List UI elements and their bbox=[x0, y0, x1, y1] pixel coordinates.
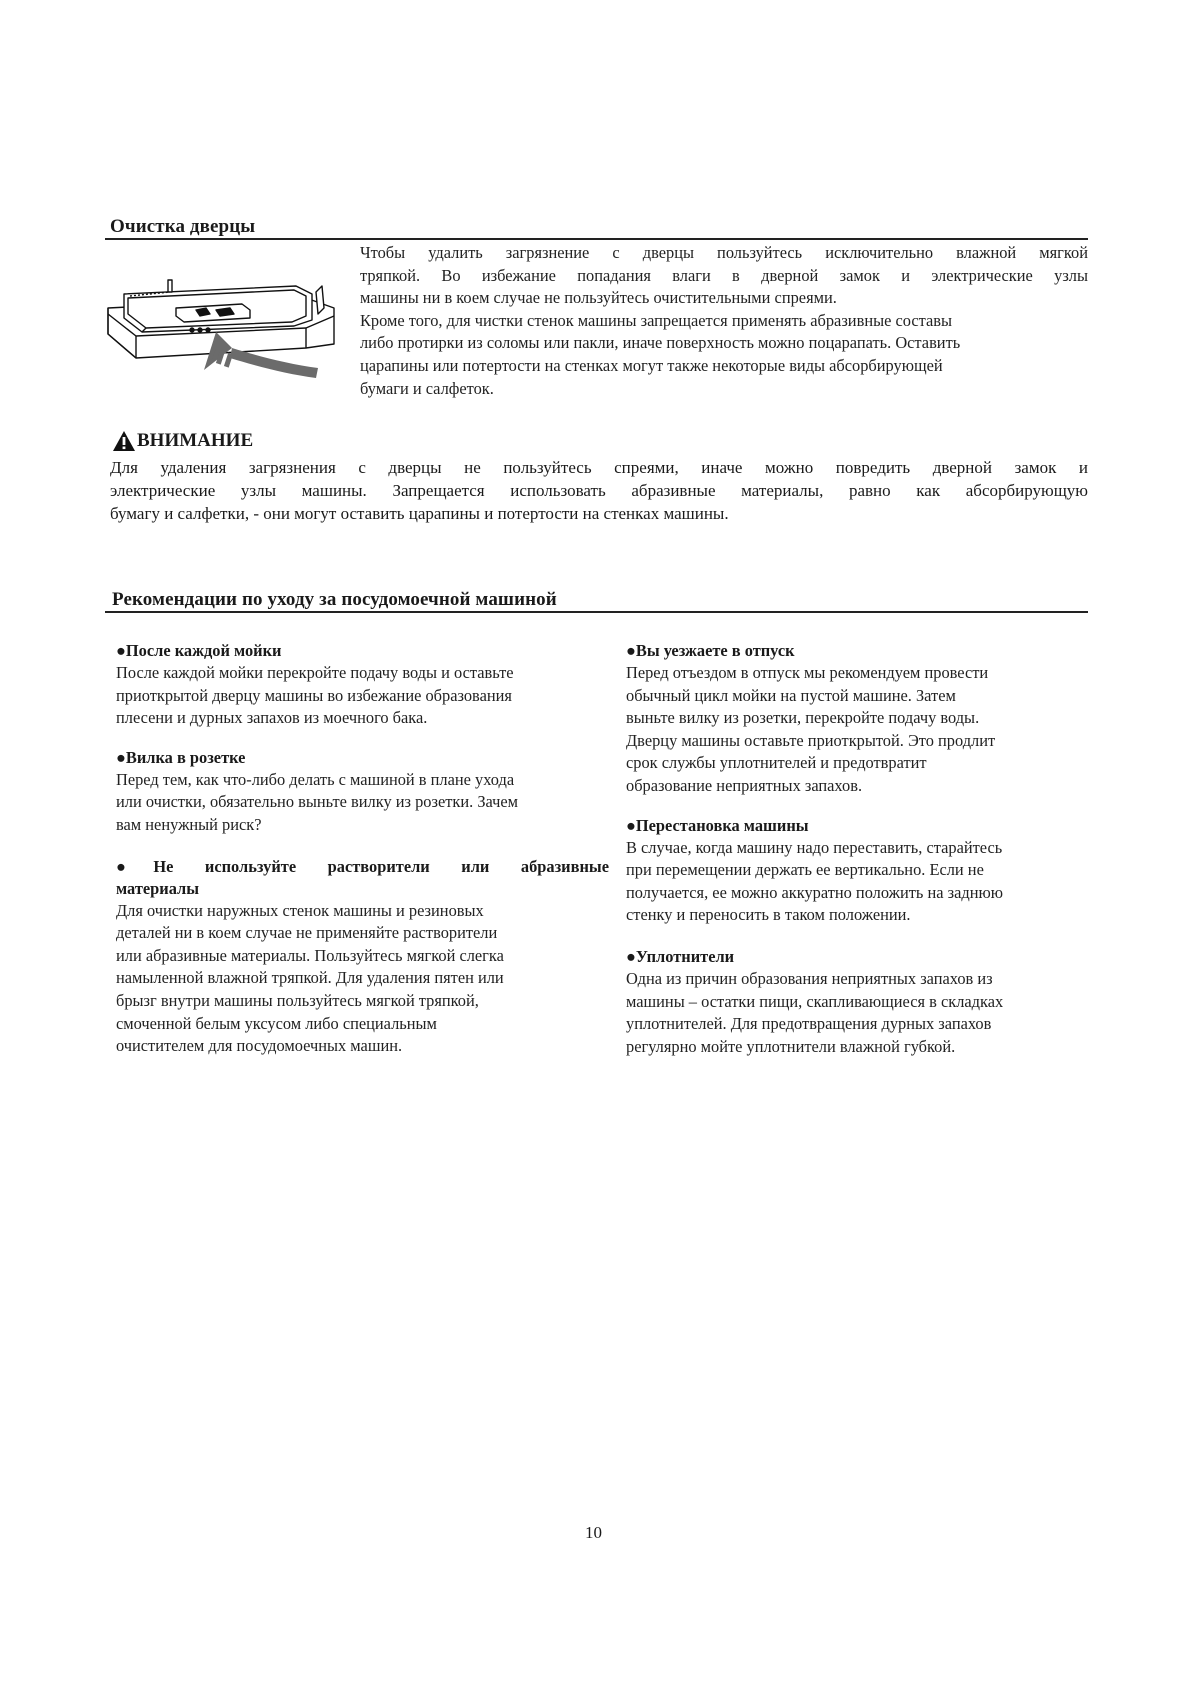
care-item-body bbox=[626, 837, 1096, 927]
care-item-title: ●Вилка в розетке bbox=[116, 747, 246, 767]
care-rule bbox=[105, 611, 1088, 613]
care-item-line: вам ненужный риск? bbox=[116, 814, 262, 834]
care-item-line: образование неприятных запахов. bbox=[626, 775, 863, 795]
care-item-vacation bbox=[626, 640, 1096, 798]
care-item-title-line: ●Не используйте растворители или абразивные bbox=[116, 856, 609, 876]
care-item-no-solvents bbox=[116, 856, 609, 1058]
care-item-line: стенку и переносить в таком положении. bbox=[626, 905, 911, 925]
door-cleaning-line: машины ни в коем случае не пользуйтесь очистительными спреями. bbox=[360, 288, 837, 308]
warning-body bbox=[110, 456, 1088, 525]
care-item-title bbox=[116, 856, 609, 900]
care-item-line: намыленной влажной тряпкой. Для удаления пятен или bbox=[116, 968, 504, 988]
care-left-column bbox=[116, 640, 609, 1077]
care-item-line: плесени и дурных запахов из моечного бака. bbox=[116, 708, 428, 728]
care-item-body bbox=[626, 968, 1096, 1058]
dishwasher-door-icon bbox=[106, 270, 338, 390]
door-cleaning-illustration bbox=[106, 270, 338, 390]
warning-line: бумагу и салфетки, - они могут оставить царапины и потертости на стенках машины. bbox=[110, 504, 729, 523]
care-item-title-line: материалы bbox=[116, 878, 200, 898]
care-item-line: или очистки, обязательно выньте вилку из розетки. Зачем bbox=[116, 792, 519, 812]
door-cleaning-heading: Очистка дверцы bbox=[110, 216, 256, 237]
care-item-title: ●Вы уезжаете в отпуск bbox=[626, 641, 795, 660]
door-cleaning-line: Чтобы удалить загрязнение с дверцы пользуйтесь исключительно влажной мягкой bbox=[360, 243, 1088, 262]
care-item-body bbox=[626, 662, 1096, 798]
care-item-line: уплотнителей. Для предотвращения дурных запахов bbox=[626, 1014, 992, 1034]
care-item-line: После каждой мойки перекройте подачу воды и оставьте bbox=[116, 663, 514, 682]
door-cleaning-line: Кроме того, для чистки стенок машины запрещается применять абразивные составы bbox=[360, 310, 953, 330]
care-item-title: ●После каждой мойки bbox=[116, 641, 282, 660]
care-item-line: смоченной белым уксусом либо специальным bbox=[116, 1013, 437, 1033]
door-cleaning-line: либо протирки из соломы или пакли, иначе поверхность можно поцарапать. Оставить bbox=[360, 333, 961, 353]
care-item-line: Одна из причин образования неприятных запахов из bbox=[626, 968, 993, 988]
door-cleaning-paragraph bbox=[360, 242, 1088, 400]
care-item-body bbox=[116, 900, 609, 1058]
care-item-line: очистителем для посудомоечных машин. bbox=[116, 1036, 403, 1056]
door-cleaning-rule bbox=[105, 238, 1088, 240]
care-item-line: Перед отъездом в отпуск мы рекомендуем провести bbox=[626, 663, 989, 682]
warning-line: электрические узлы машины. Запрещается использовать абразивные материалы, равно как абсорбирующую bbox=[110, 481, 1088, 500]
warning-line: Для удаления загрязнения с дверцы не пользуйтесь спреями, иначе можно повредить дверной замок и bbox=[110, 458, 1088, 477]
care-right-column bbox=[626, 640, 1096, 1077]
page-number: 10 bbox=[585, 1523, 602, 1542]
care-item-line: или абразивные материалы. Пользуйтесь мягкой слегка bbox=[116, 945, 504, 965]
care-item-line: обычный цикл мойки на пустой машине. Затем bbox=[626, 685, 956, 705]
warning-triangle-icon bbox=[112, 430, 136, 452]
care-item-line: машины – остатки пищи, скапливающиеся в складках bbox=[626, 991, 1004, 1011]
care-item-title: ●Перестановка машины bbox=[626, 815, 809, 835]
care-item-plug bbox=[116, 747, 609, 837]
care-item-line: срок службы уплотнителей и предотвратит bbox=[626, 753, 927, 773]
care-item-line: выньте вилку из розетки, перекройте подачу воды. bbox=[626, 708, 980, 728]
care-item-body bbox=[116, 769, 609, 837]
care-item-line: приоткрытой дверцу машины во избежание образования bbox=[116, 685, 512, 705]
care-heading: Рекомендации по уходу за посудомоечной машиной bbox=[112, 589, 557, 610]
door-cleaning-line: царапины или потертости на стенках могут также некоторые виды абсорбирующей bbox=[360, 355, 943, 375]
care-item-line: В случае, когда машину надо переставить, старайтесь bbox=[626, 837, 1003, 857]
warning-heading bbox=[112, 430, 253, 452]
care-item-after-wash bbox=[116, 640, 609, 730]
care-item-line: получается, ее можно аккуратно положить на заднюю bbox=[626, 882, 1003, 902]
care-item-line: Для очистки наружных стенок машины и резиновых bbox=[116, 900, 484, 920]
care-item-line: брызг внутри машины пользуйтесь мягкой тряпкой, bbox=[116, 990, 479, 1010]
care-item-title: ●Уплотнители bbox=[626, 946, 735, 966]
care-item-line: деталей ни в коем случае не применяйте растворители bbox=[116, 923, 498, 943]
door-cleaning-line: бумаги и салфеток. bbox=[360, 378, 494, 398]
care-item-line: Дверцу машины оставьте приоткрытой. Это продлит bbox=[626, 730, 996, 750]
care-item-line: регулярно мойте уплотнители влажной губкой. bbox=[626, 1036, 956, 1056]
care-item-line: при перемещении держать ее вертикально. Если не bbox=[626, 860, 984, 880]
care-item-seals bbox=[626, 946, 1096, 1058]
care-item-moving bbox=[626, 815, 1096, 927]
care-item-line: Перед тем, как что-либо делать с машиной в плане ухода bbox=[116, 769, 515, 789]
care-item-body bbox=[116, 662, 609, 730]
door-cleaning-line: тряпкой. Во избежание попадания влаги в дверной замок и электрические узлы bbox=[360, 265, 1088, 285]
warning-title: ВНИМАНИЕ bbox=[137, 430, 254, 451]
